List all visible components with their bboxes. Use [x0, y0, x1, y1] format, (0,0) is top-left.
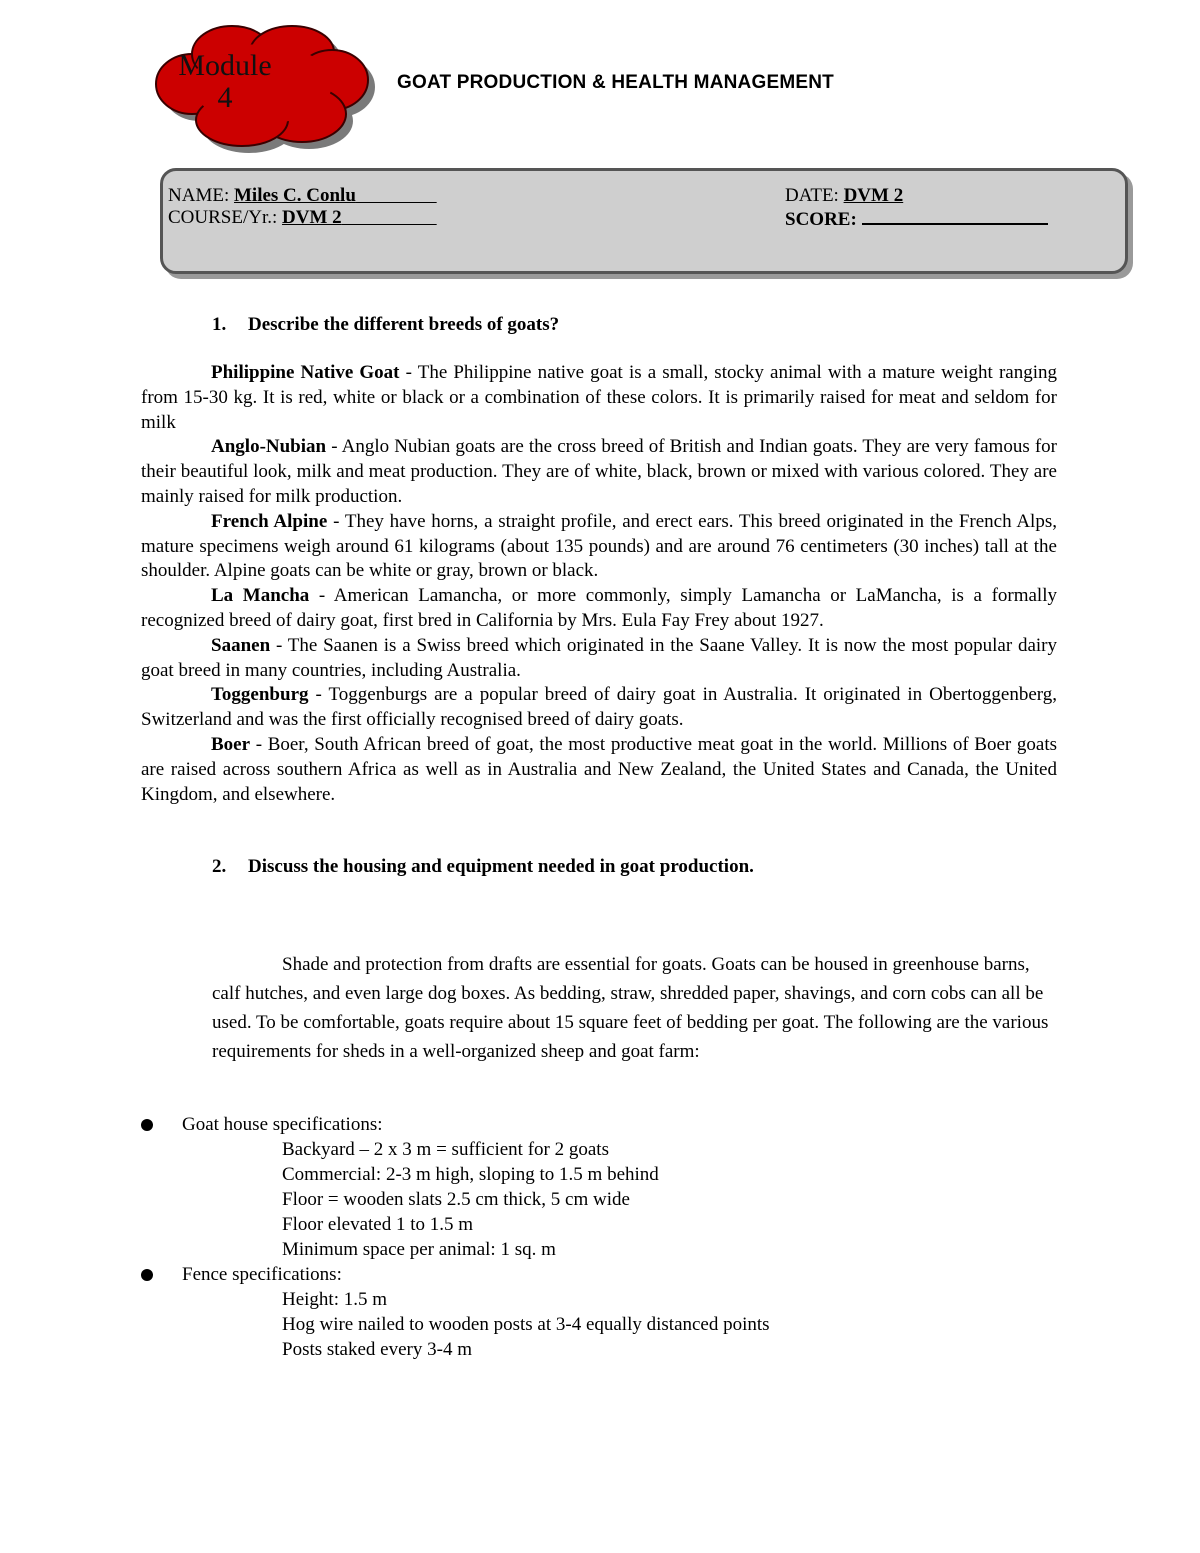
list-item: Backyard – 2 x 3 m = sufficient for 2 goats: [282, 1139, 609, 1160]
list-item: Commercial: 2-3 m high, sloping to 1.5 m behind: [282, 1164, 659, 1185]
list-item: Floor = wooden slats 2.5 cm thick, 5 cm wide: [282, 1189, 630, 1210]
breed-name: Philippine Native Goat: [211, 362, 400, 383]
name-label: NAME:: [168, 185, 230, 206]
question-1-text: Describe the different breeds of goats?: [248, 314, 560, 335]
list-item: Floor elevated 1 to 1.5 m: [282, 1214, 474, 1235]
breed-paragraph: [141, 510, 1057, 584]
bullet-heading: [141, 1112, 659, 1137]
date-value: DVM 2: [843, 185, 904, 206]
breed-name: La Mancha: [211, 585, 310, 607]
breed-description: - Toggenburgs are a popular breed of dairy goat in Australia. It originated in Obertoggenberg, Switzerland and was the first officially recognised breed of dairy goats.: [141, 684, 1057, 731]
score-label: SCORE:: [785, 209, 857, 230]
module-label: [170, 50, 280, 114]
course-label: COURSE/Yr.:: [168, 207, 278, 228]
breed-paragraph: [141, 435, 1057, 509]
breed-paragraph: [141, 634, 1057, 684]
breed-description: - Anglo Nubian goats are the cross breed of British and Indian goats. They are very famous for their beautiful look, milk and meat production. They are of white, black, brown or mixed with various colored. They are mainly raised for milk production.: [141, 436, 1057, 507]
score-row: [785, 207, 1048, 231]
house-specs-list: [141, 1137, 659, 1262]
course-value: DVM 2: [282, 207, 342, 228]
bullet-dot-icon: [141, 1119, 153, 1131]
module-number: 4: [217, 81, 233, 114]
breed-paragraph: [141, 584, 1057, 634]
breed-paragraph: [141, 361, 1057, 435]
fence-specs-bullet: [141, 1262, 770, 1362]
breed-description: - Boer, South African breed of goat, the most productive meat goat in the world. Millions of Boer goats are raised across southern Africa as well as in Australia and New Zealand, the United States and Canada, the United Kingdom, and elsewhere.: [141, 733, 1057, 805]
name-row: [168, 185, 437, 207]
date-label: DATE:: [785, 185, 839, 206]
question-2-number: 2.: [212, 856, 227, 877]
list-item: Posts staked every 3-4 m: [282, 1339, 472, 1360]
house-specs-bullet: [141, 1112, 659, 1262]
bullet-heading-text: Fence specifications:: [182, 1264, 342, 1285]
student-info-box: [160, 168, 1128, 274]
question-2-text: Discuss the housing and equipment needed in goat production.: [248, 856, 754, 877]
score-blank: [862, 207, 1048, 225]
breed-name: French Alpine: [211, 510, 328, 532]
question-1: [212, 314, 559, 336]
breed-description: - They have horns, a straight profile, and erect ears. This breed originated in the French Alps, mature specimens weigh around 61 kilograms (about 135 pounds) and are around 76 centimeters (30 inches) tall at the shoulder. Alpine goats can be white or gray, brown or black.: [141, 510, 1057, 582]
question-2: [212, 856, 754, 878]
breed-name: Anglo-Nubian: [211, 436, 327, 458]
bullet-heading-text: Goat house specifications:: [182, 1114, 383, 1135]
question-1-number: 1.: [212, 314, 227, 335]
breeds-answer: [141, 361, 1057, 807]
bullet-heading: [141, 1262, 770, 1287]
list-item: Height: 1.5 m: [282, 1289, 388, 1310]
document-title: GOAT PRODUCTION & HEALTH MANAGEMENT: [397, 72, 834, 93]
course-row: [168, 207, 437, 229]
breed-name: Toggenburg: [211, 684, 309, 706]
bullet-dot-icon: [141, 1269, 153, 1281]
breed-name: Boer: [211, 733, 251, 755]
housing-paragraph: Shade and protection from drafts are essential for goats. Goats can be housed in greenhouse barns, calf hutches, and even large dog boxes. As bedding, straw, shredded paper, shavings, and corn cobs can all be used. To be comfortable, goats require about 15 square feet of bedding per goat. The following are the various requirements for sheds in a well-organized sheep and goat farm:: [212, 954, 1049, 1062]
name-value: Miles C. Conlu: [233, 185, 356, 206]
date-row: [785, 185, 903, 207]
breed-description: - The Philippine native goat is a small, stocky animal with a mature weight ranging from 15-30 kg. It is red, white or black or a combination of these colors. It is primarily raised for meat and seldom for milk: [141, 362, 1057, 433]
list-item: Minimum space per animal: 1 sq. m: [282, 1239, 556, 1260]
module-word: Module: [178, 49, 272, 82]
module-cloud-badge: [152, 22, 384, 154]
breed-name: Saanen: [211, 634, 271, 656]
list-item: Hog wire nailed to wooden posts at 3-4 equally distanced points: [282, 1314, 770, 1335]
fence-specs-list: [141, 1287, 770, 1362]
breed-description: - American Lamancha, or more commonly, simply Lamancha or LaMancha, is a formally recognized breed of dairy goat, first bred in California by Mrs. Eula Fay Frey about 1927.: [141, 585, 1057, 631]
breed-paragraph: [141, 733, 1057, 807]
breed-paragraph: [141, 683, 1057, 733]
breed-description: - The Saanen is a Swiss breed which originated in the Saane Valley. It is now the most popular dairy goat breed in many countries, including Australia.: [141, 634, 1057, 681]
